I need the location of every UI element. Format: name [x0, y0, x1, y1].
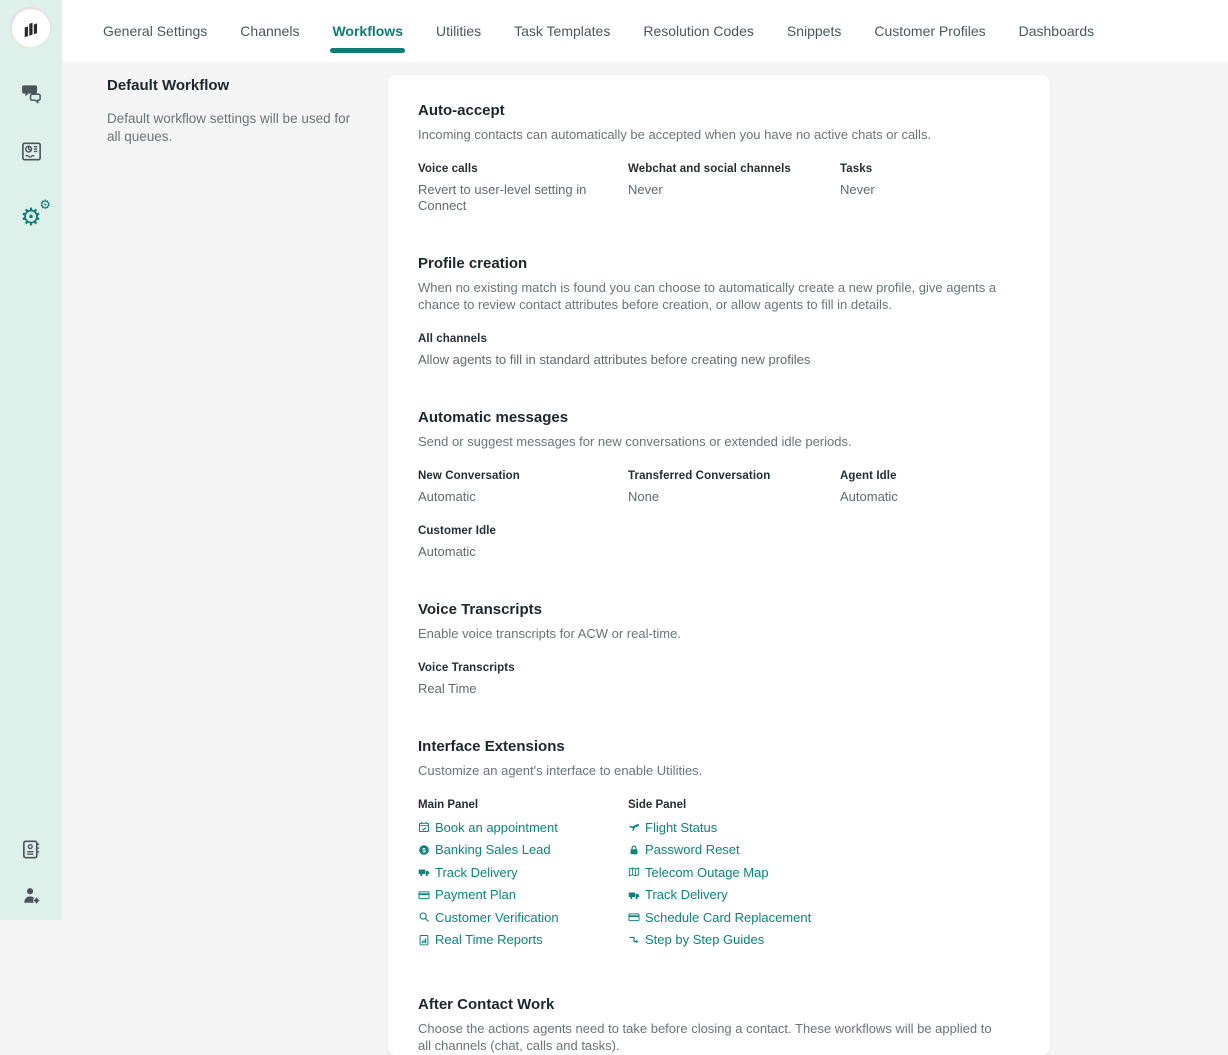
chat-icon[interactable] [0, 78, 62, 106]
field-voice-transcripts [418, 662, 1020, 697]
main-panel-column [418, 799, 628, 955]
plane-icon [628, 821, 640, 833]
extension-track-delivery-main[interactable] [418, 865, 518, 880]
tab-task-templates[interactable]: Task Templates [514, 23, 611, 39]
field-customer-idle [418, 525, 628, 560]
field-transferred-conversation [628, 470, 840, 505]
report-icon [418, 934, 430, 946]
truck-icon [628, 889, 640, 901]
section-interface-extensions [418, 738, 1020, 955]
tab-resolution-codes[interactable]: Resolution Codes [643, 23, 754, 39]
extension-label: Step by Step Guides [645, 932, 765, 948]
field-value: Never [628, 181, 663, 197]
truck-icon [418, 866, 430, 878]
field-value: Automatic [418, 489, 476, 505]
brand-logo-mark [12, 9, 50, 47]
section-automatic-messages [418, 409, 1020, 559]
section-description: When no existing match is found you can choose to automatically create a new profile, give agents a chance to review contact attributes before creation, or allow agents to fill in details. [418, 280, 997, 313]
gear-icon: ⚙ ⚙ [20, 198, 51, 231]
workflow-settings-card [388, 75, 1050, 1055]
section-title: Automatic messages [418, 409, 569, 427]
section-voice-transcripts [418, 601, 1020, 697]
extension-customer-verification[interactable] [418, 910, 559, 925]
field-label: Agent Idle [840, 470, 897, 483]
field-label: All channels [418, 333, 487, 346]
section-description: Enable voice transcripts for ACW or real-time. [418, 625, 681, 641]
extension-label: Password Reset [645, 842, 740, 858]
main-panel-label: Main Panel [418, 798, 479, 811]
admin-user-icon[interactable] [0, 881, 62, 909]
tab-utilities[interactable]: Utilities [435, 23, 482, 39]
section-title: Interface Extensions [418, 737, 565, 755]
tab-snippets[interactable]: Snippets [786, 23, 842, 39]
field-label: Transferred Conversation [628, 470, 771, 483]
field-value: Never [840, 181, 875, 197]
section-description: Incoming contacts can automatically be accepted when you have no active chats or calls. [418, 127, 932, 142]
extension-label: Banking Sales Lead [435, 842, 551, 858]
section-title: Profile creation [418, 255, 528, 273]
section-title: Auto-accept [418, 102, 505, 119]
page-title: Default Workflow [107, 77, 230, 94]
extension-banking-sales-lead[interactable] [418, 842, 551, 857]
page-intro [107, 77, 359, 146]
steps-icon [628, 934, 640, 946]
settings-gear-icon[interactable] [0, 198, 62, 231]
section-auto-accept [418, 102, 1020, 214]
field-webchat-social [628, 163, 840, 215]
field-value: Automatic [418, 543, 476, 559]
field-tasks [840, 163, 1020, 215]
section-description: Customize an agent's interface to enable Utilities. [418, 762, 703, 778]
section-after-contact-work [418, 996, 1020, 1055]
field-label: New Conversation [418, 470, 520, 483]
field-agent-idle [840, 470, 1020, 505]
dollar-circle-icon [418, 844, 430, 856]
extension-track-delivery-side[interactable] [628, 887, 728, 902]
extension-payment-plan[interactable] [418, 887, 516, 902]
field-new-conversation [418, 470, 628, 505]
field-value: Real Time [418, 680, 477, 696]
tab-dashboards[interactable]: Dashboards [1018, 23, 1095, 39]
extension-label: Flight Status [645, 819, 718, 835]
extension-flight-status[interactable] [628, 820, 717, 835]
tab-general-settings[interactable]: General Settings [103, 23, 208, 39]
extension-label: Customer Verification [435, 909, 559, 925]
extension-book-an-appointment[interactable] [418, 820, 558, 835]
extension-label: Schedule Card Replacement [645, 909, 812, 925]
extension-label: Telecom Outage Map [645, 864, 769, 880]
field-label: Customer Idle [418, 524, 496, 537]
tab-channels[interactable]: Channels [240, 23, 300, 39]
extension-password-reset[interactable] [628, 842, 740, 857]
field-label: Tasks [840, 162, 873, 175]
field-label: Voice calls [418, 162, 478, 175]
settings-tab-bar [62, 0, 1228, 62]
section-description: Choose the actions agents need to take before closing a contact. These workflows will be applied to all channels (chat, calls and tasks). [418, 1020, 992, 1053]
side-panel-column [628, 799, 1020, 955]
contacts-icon[interactable] [0, 835, 62, 863]
field-label: Webchat and social channels [628, 162, 791, 175]
section-title: Voice Transcripts [418, 600, 542, 618]
tab-workflows[interactable]: Workflows [332, 23, 403, 39]
field-value: None [628, 489, 660, 505]
field-value: Automatic [840, 489, 898, 505]
field-value: Allow agents to fill in standard attributes before creating new profiles [418, 352, 811, 368]
brand-logo[interactable] [10, 7, 52, 49]
credit-card-icon [628, 911, 640, 923]
side-panel-label: Side Panel [628, 798, 687, 811]
section-title: After Contact Work [418, 995, 555, 1013]
extension-telecom-outage-map[interactable] [628, 865, 769, 880]
field-label: Voice Transcripts [418, 661, 515, 674]
extension-label: Track Delivery [645, 887, 728, 903]
lock-icon [628, 844, 640, 856]
field-all-channels [418, 333, 1020, 368]
extension-label: Track Delivery [435, 864, 518, 880]
section-profile-creation [418, 255, 1020, 368]
extension-label: Real Time Reports [435, 932, 543, 948]
extension-schedule-card-replacement[interactable] [628, 910, 811, 925]
app-rail [0, 0, 62, 920]
calendar-icon [418, 821, 430, 833]
map-icon [628, 866, 640, 878]
extension-label: Payment Plan [435, 887, 516, 903]
reports-icon[interactable] [0, 137, 62, 165]
page-description: Default workflow settings will be used for all queues. [107, 111, 351, 144]
search-icon [418, 911, 430, 923]
field-value: Revert to user-level setting in Connect [418, 181, 587, 214]
field-voice-calls [418, 163, 628, 215]
credit-card-icon [418, 889, 430, 901]
extension-label: Book an appointment [435, 819, 558, 835]
extension-real-time-reports[interactable] [418, 932, 543, 947]
section-description: Send or suggest messages for new conversations or extended idle periods. [418, 434, 852, 450]
tab-customer-profiles[interactable]: Customer Profiles [874, 23, 986, 39]
extension-step-by-step-guides[interactable] [628, 932, 764, 947]
